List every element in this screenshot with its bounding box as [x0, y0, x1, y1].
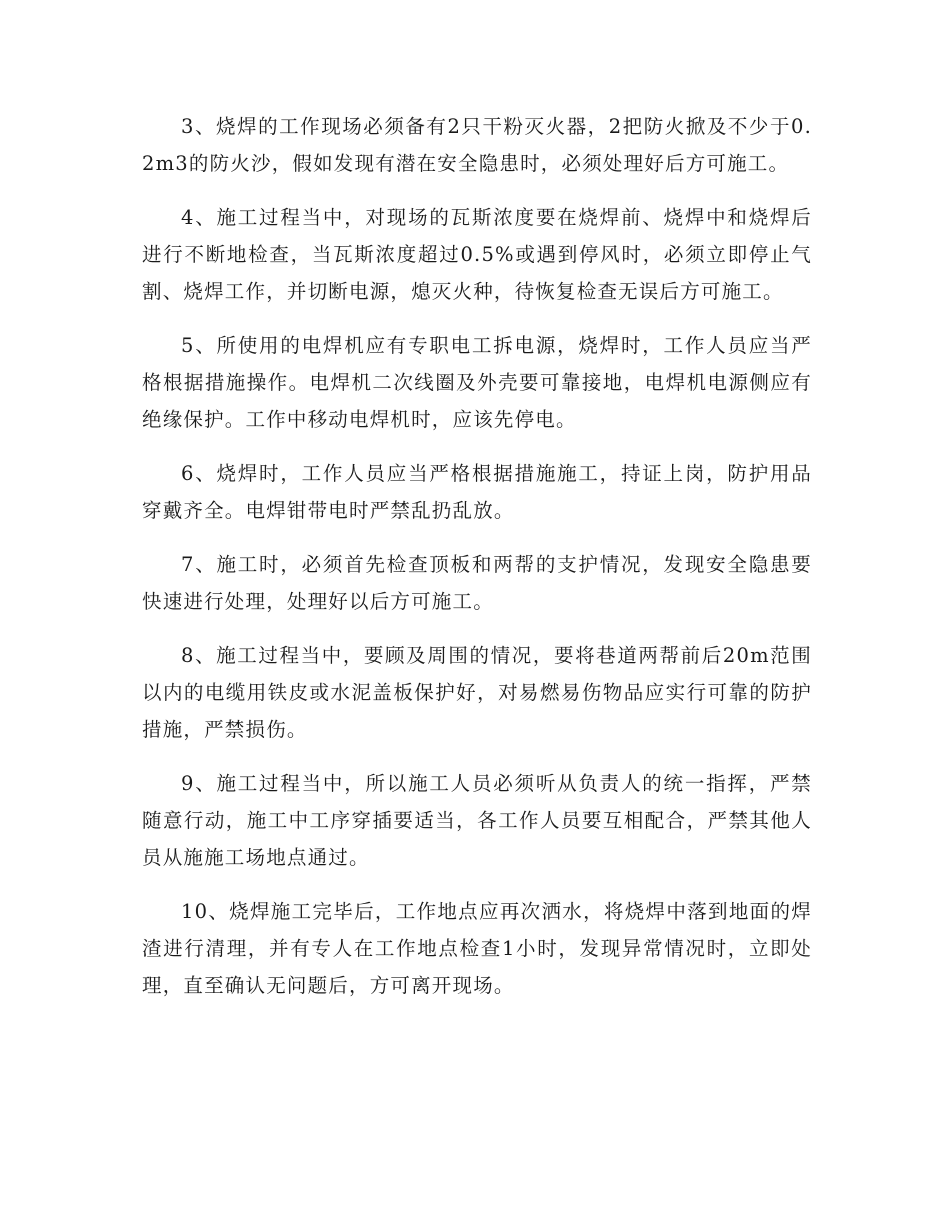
paragraph-item-10: 10、烧焊施工完毕后，工作地点应再次洒水，将烧焊中落到地面的焊渣进行清理，并有专人在工作地点检查1小时，发现异常情况时，立即处理，直至确认无问题后，方可离开现场。: [142, 900, 812, 997]
paragraph-item-4: 4、施工过程当中，对现场的瓦斯浓度要在烧焊前、烧焊中和烧焊后进行不断地检查，当瓦斯浓度超过0.5%或遇到停风时，必须立即停止气割、烧焊工作，并切断电源，熄灭火种，待恢复检查无误后方可施工。: [142, 206, 812, 303]
paragraph-item-6: 6、烧焊时，工作人员应当严格根据措施施工，持证上岗，防护用品穿戴齐全。电焊钳带电时严禁乱扔乱放。: [142, 462, 812, 522]
paragraph-item-7: 7、施工时，必须首先检查顶板和两帮的支护情况，发现安全隐患要快速进行处理，处理好以后方可施工。: [142, 553, 812, 613]
document-body: [142, 108, 812, 1021]
paragraph-item-3: 3、烧焊的工作现场必须备有2只干粉灭火器，2把防火掀及不少于0.2m3的防火沙，假如发现有潜在安全隐患时，必须处理好后方可施工。: [142, 115, 812, 175]
paragraph-item-9: 9、施工过程当中，所以施工人员必须听从负责人的统一指挥，严禁随意行动，施工中工序穿插要适当，各工作人员要互相配合，严禁其他人员从施施工场地点通过。: [142, 772, 812, 869]
paragraph-item-8: 8、施工过程当中，要顾及周围的情况，要将巷道两帮前后20m范围以内的电缆用铁皮或水泥盖板保护好，对易燃易伤物品应实行可靠的防护措施，严禁损伤。: [142, 644, 812, 741]
paragraph-item-5: 5、所使用的电焊机应有专职电工拆电源，烧焊时，工作人员应当严格根据措施操作。电焊机二次线圈及外壳要可靠接地，电焊机电源侧应有绝缘保护。工作中移动电焊机时，应该先停电。: [142, 334, 812, 431]
